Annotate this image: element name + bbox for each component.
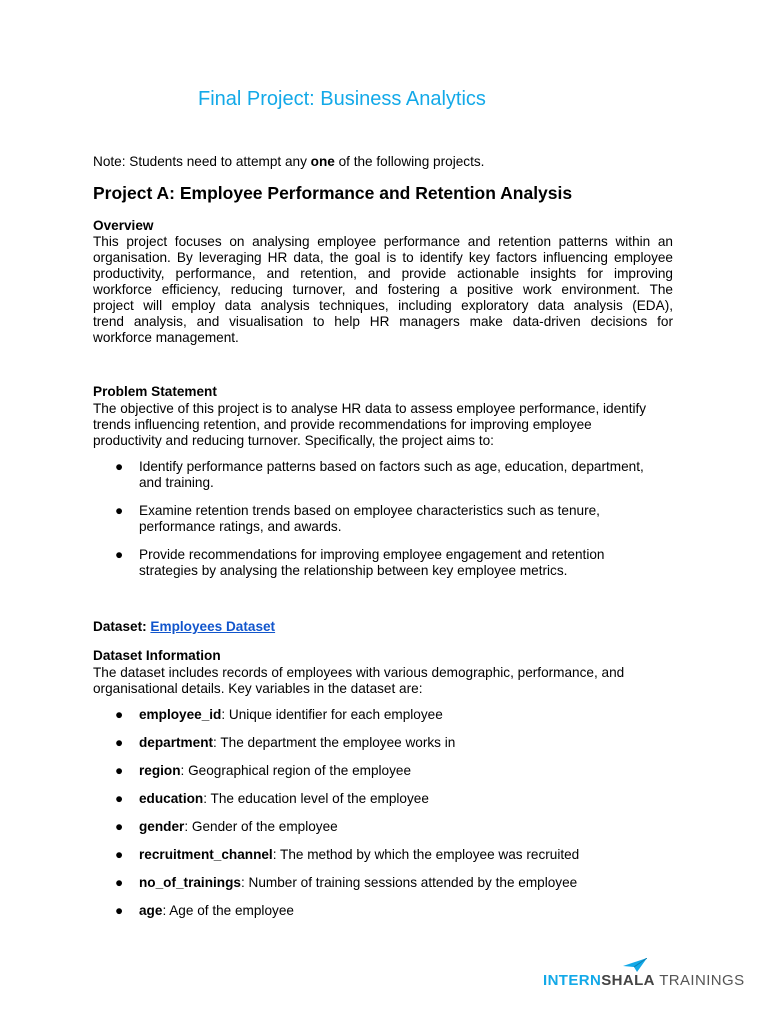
project-heading: Project A: Employee Performance and Retention Analysis [93,183,573,203]
overview-line: workforce efficiency, reducing turnover, and fostering a positive work environment. The [93,282,673,297]
dataset-info-line: The dataset includes records of employees with various demographic, performance, and [93,665,625,680]
variable-desc: : Gender of the employee [184,819,338,834]
dataset-info-line: organisational details. Key variables in the dataset are: [93,681,423,696]
variable-desc: : The education level of the employee [203,791,429,806]
overview-line: project will employ data analysis techniques, including exploratory data analysis (EDA), [93,298,673,313]
bullet-icon: ● [115,707,124,722]
bullet-icon: ● [115,791,124,806]
problem-line: productivity and reducing turnover. Specifically, the project aims to: [93,433,494,448]
problem-bullet-cont: performance ratings, and awards. [139,519,342,534]
problem-bullet: Examine retention trends based on employee characteristics such as tenure, [139,503,600,518]
dataset-info-heading: Dataset Information [93,648,221,663]
variable-item [139,735,455,751]
variable-item [139,903,294,919]
logo-text-intern: INTERN [543,972,602,989]
bullet-icon: ● [115,847,124,862]
bullet-icon: ● [115,763,124,778]
bullet-icon: ● [115,875,124,890]
overview-line: This project focuses on analysing employee performance and retention patterns within an [93,234,673,249]
overview-heading: Overview [93,218,154,233]
variable-item [139,847,579,863]
note [93,154,484,170]
variable-item [139,707,443,723]
variable-name: education [139,791,204,806]
variable-name: gender [139,819,185,834]
variable-desc: : Unique identifier for each employee [221,707,443,722]
bullet-icon: ● [115,503,124,518]
variable-desc: : Number of training sessions attended by the employee [240,875,578,890]
dataset-link[interactable]: Employees Dataset [150,619,276,634]
overview-line: organisation. By leveraging HR data, the goal is to identify key factors influencing employee [93,250,673,265]
variable-name: recruitment_channel [139,847,273,862]
logo-text-trainings: TRAININGS [654,972,745,989]
document-title: Final Project: Business Analytics [198,88,486,110]
variable-name: region [139,763,181,778]
problem-bullet-cont: strategies by analysing the relationship between key employee metrics. [139,563,568,578]
note-text: Note: Students need to attempt any [93,154,311,169]
bullet-icon: ● [115,459,124,474]
bullet-icon: ● [115,903,124,918]
problem-line: trends influencing retention, and provide recommendations for improving employee [93,417,592,432]
bullet-icon: ● [115,735,124,750]
problem-heading: Problem Statement [93,384,217,399]
variable-desc: : The department the employee works in [213,735,456,750]
problem-bullet-cont: and training. [139,475,214,490]
variable-name: department [139,735,214,750]
variable-item [139,791,429,807]
variable-desc: : Geographical region of the employee [180,763,412,778]
bullet-icon: ● [115,819,124,834]
overview-line: workforce management. [93,330,239,345]
problem-bullet: Provide recommendations for improving employee engagement and retention [139,547,605,562]
overview-line: productivity, performance, and retention, and provide actionable insights for improving [93,266,673,281]
problem-line: The objective of this project is to analyse HR data to assess employee performance, identify [93,401,647,416]
variable-item [139,875,577,891]
variable-desc: : Age of the employee [162,903,294,918]
problem-bullet: Identify performance patterns based on factors such as age, education, department, [139,459,644,474]
variable-name: employee_id [139,707,222,722]
bullet-icon: ● [115,547,124,562]
dataset-label: Dataset: [93,619,151,634]
note-text-end: of the following projects. [334,154,485,169]
variable-desc: : The method by which the employee was recruited [272,847,580,862]
variable-name: age [139,903,163,918]
variable-item [139,763,411,779]
logo-text-shala: SHALA [601,972,655,989]
overview-line: trend analysis, and visualisation to help HR managers make data-driven decisions for [93,314,673,329]
dataset-line [93,619,275,635]
variable-item [139,819,338,835]
note-bold: one [310,154,335,169]
variable-name: no_of_trainings [139,875,241,890]
internshala-trainings-logo [543,958,745,994]
